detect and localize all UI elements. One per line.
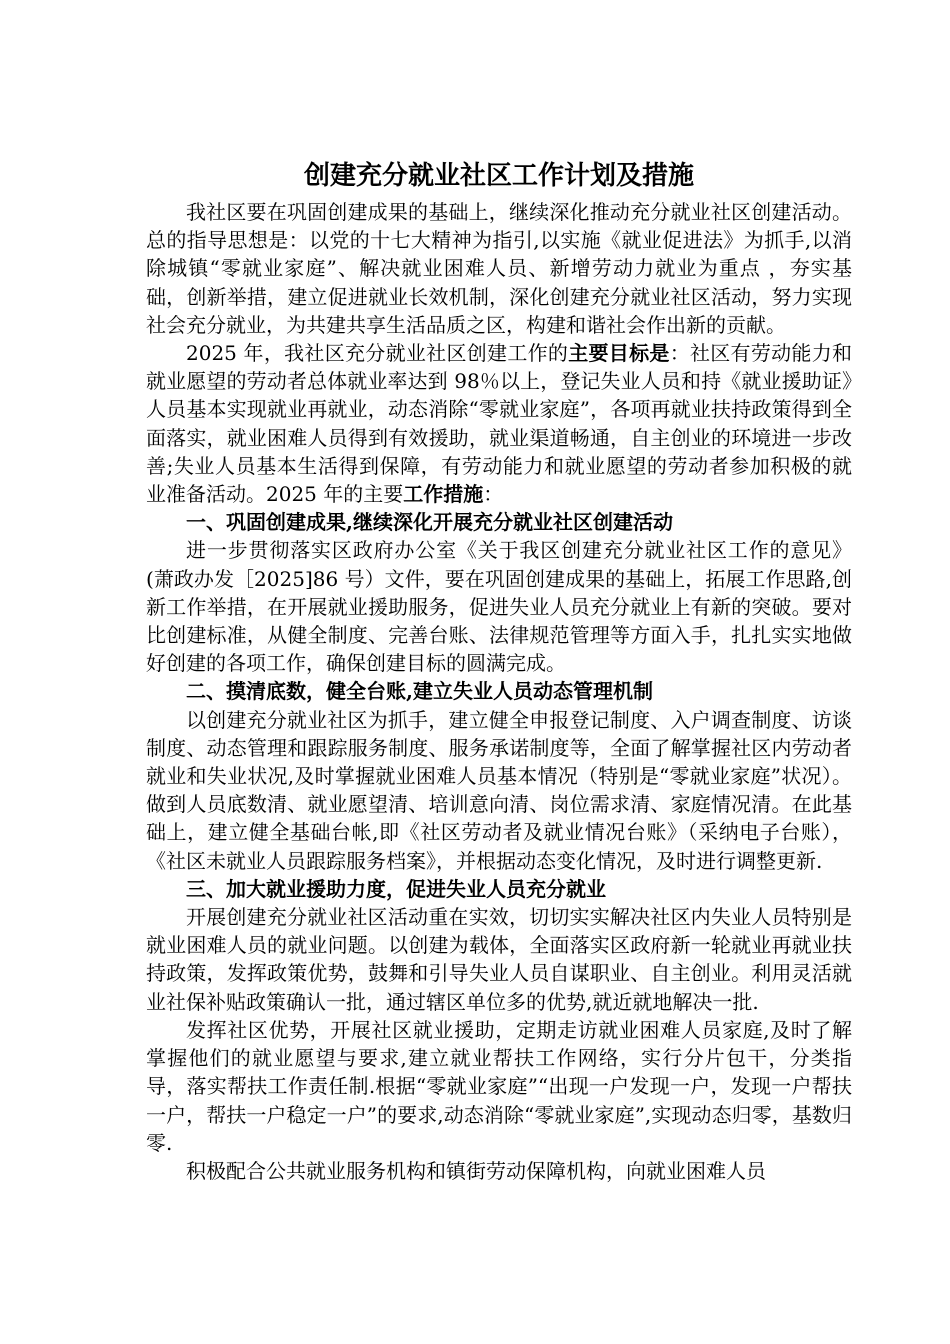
measures-bold-label: 工作措施 (403, 482, 484, 507)
paragraph-guiding-thought: 我社区要在巩固创建成果的基础上，继续深化推动充分就业社区创建活动。总的指导思想是：以党的十七大精神为指引,以实施《就业促进法》为抓手,以消除城镇“零就业家庭”、解决就业困难人员、新增劳动力就业为重点 ，夯实基础，创新举措，建立促进就业长效机制，深化创建充分就业社区活动，努力实现社会充分就业，为共建共享生活品质之区，构建和谐社会作出新的贡献。 (146, 200, 852, 337)
section-heading-3: 三、加大就业援助力度，促进失业人员充分就业 (186, 876, 606, 901)
goals-text-2: ：社区有劳动能力和就业愿望的劳动者总体就业率达到 98％以上，登记失业人员和持《就业援助证》人员基本实现就业再就业，动态消除“零就业家庭”，各项再就业扶持政策得到全面落实，就业困难人员得到有效援助，就业渠道畅通，自主创业的环境进一步改善;失业人员基本生活得到保障，有劳动能力和就业愿望的劳动者参加积极的就业准备活动。2025 年的主要 (146, 341, 853, 507)
paragraph-section-1: 进一步贯彻落实区政府办公室《关于我区创建充分就业社区工作的意见》(萧政办发［2025]86 号）文件，要在巩固创建成果的基础上，拓展工作思路,创新工作举措，在开展就业援助服务，促进失业人员充分就业上有新的突破。要对比创建标准，从健全制度、完善台账、法律规范管理等方面入手，扎扎实实地做好创建的各项工作，确保创建目标的圆满完成。 (146, 538, 852, 676)
document-page (146, 156, 852, 1185)
goals-text-1: 2025 年，我社区充分就业社区创建工作的 (186, 341, 569, 366)
paragraph-section-3a: 开展创建充分就业社区活动重在实效，切切实实解决社区内失业人员特别是就业困难人员的就业问题。以创建为载体，全面落实区政府新一轮就业再就业扶持政策，发挥政策优势，鼓舞和引导失业人员自谋职业、自主创业。利用灵活就业社保补贴政策确认一批，通过辖区单位多的优势,就近就地解决一批. (146, 905, 852, 1014)
paragraph-section-3c: 积极配合公共就业服务机构和镇街劳动保障机构，向就业困难人员 (186, 1158, 766, 1183)
section-heading-2: 二、摸清底数，健全台账,建立失业人员动态管理机制 (186, 679, 653, 704)
paragraph-section-2: 以创建充分就业社区为抓手，建立健全申报登记制度、入户调查制度、访谈制度、动态管理和跟踪服务制度、服务承诺制度等，全面了解掌握社区内劳动者就业和失业状况,及时掌握就业困难人员基本情况（特别是“零就业家庭”状况）。做到人员底数清、就业愿望清、培训意向清、岗位需求清、家庭情况清。在此基础上，建立健全基础台帐,即《社区劳动者及就业情况台账》（采纳电子台账），《社区未就业人员跟踪服务档案》，并根据动态变化情况，及时进行调整更新. (146, 707, 852, 873)
goals-bold-label: 主要目标是 (568, 341, 670, 366)
section-heading-1: 一、巩固创建成果,继续深化开展充分就业社区创建活动 (186, 510, 673, 535)
document-title: 创建充分就业社区工作计划及措施 (303, 161, 694, 191)
paragraph-section-3b: 发挥社区优势，开展社区就业援助，定期走访就业困难人员家庭,及时了解掌握他们的就业愿望与要求,建立就业帮扶工作网络，实行分片包干，分类指导，落实帮扶工作责任制.根据“零就业家庭”“出现一户发现一户，发现一户帮扶一户，帮扶一户稳定一户”的要求,动态消除“零就业家庭”,实现动态归零，基数归零. (146, 1017, 852, 1155)
goals-text-3: ： (483, 482, 504, 507)
paragraph-main-goals (146, 339, 852, 508)
